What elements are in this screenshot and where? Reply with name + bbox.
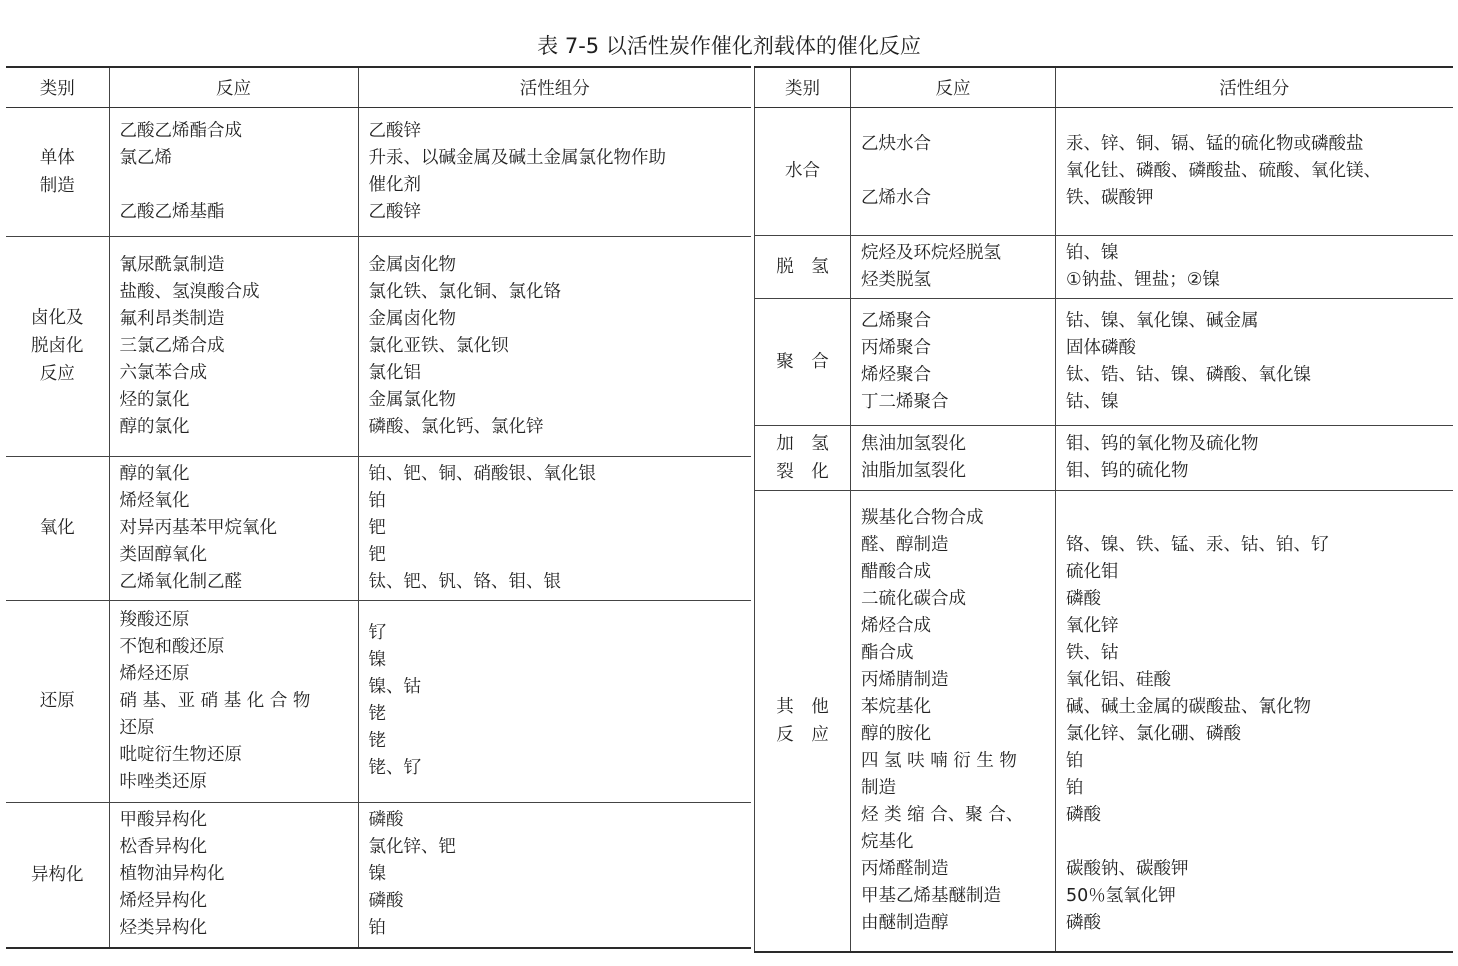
component-cell [1056,298,1453,425]
component-line: 乙酸锌 [368,120,421,141]
reaction-line: 油脂加氢裂化 [861,460,966,481]
category-cell [6,600,109,802]
table-row [755,425,1453,490]
table-row [6,236,751,456]
component-line: 升汞、以碱金属及碱土金属氯化物作助 [368,147,666,168]
component-line: 磷酸 [1066,588,1101,609]
category-cell [755,425,851,490]
component-line: 钛、钯、钒、铬、钼、银 [368,571,561,592]
component-line: 碱、碱土金属的碳酸盐、氰化物 [1066,696,1311,717]
table-area [6,66,1452,946]
table-title: 表 7-5 以活性炭作催化剂载体的催化反应 [537,34,921,58]
component-line: 氯化铝 [368,362,421,383]
reaction-line: 乙酸乙烯酯合成 [119,120,242,141]
reaction-line: 咔唑类还原 [119,771,207,792]
reaction-line: 丁二烯聚合 [861,391,949,412]
reaction-line: 甲基乙烯基醚制造 [861,885,1001,906]
category-line: 异构化 [31,864,84,885]
component-line: 铁、钴 [1066,642,1119,663]
reaction-line: 盐酸、氢溴酸合成 [119,281,260,302]
table-row [755,107,1453,235]
component-cell [358,107,751,236]
category-line: 其 他 [776,696,829,717]
component-line: 铁、碳酸钾 [1066,187,1154,208]
reaction-line: 烃 类 缩 合、聚 合、 [861,804,1024,825]
component-cell [358,802,751,948]
component-line: 镍、钴 [368,677,421,697]
reaction-line: 六氯苯合成 [119,362,207,383]
header-component: 活性组分 [358,67,751,107]
category-cell [6,456,109,600]
reaction-line: 乙烯聚合 [861,310,931,331]
component-line: 碳酸钠、碳酸钾 [1066,858,1189,879]
component-line: 硫化钼 [1066,561,1119,582]
component-cell [1056,235,1453,298]
reaction-line: 吡啶衍生物还原 [119,744,242,765]
component-line: 钴、镍 [1066,391,1119,412]
category-cell [755,298,851,425]
reaction-line: 松香异构化 [119,837,207,858]
component-line: 钛、锆、钴、镍、磷酸、氧化镍 [1066,364,1311,385]
component-line: 钼、钨的氧化物及硫化物 [1066,433,1259,454]
category-line: 氧化 [39,518,75,538]
reaction-line: 硝 基、亚 硝 基 化 合 物 [119,690,311,711]
category-line: 卤化及 [31,308,84,328]
reaction-line: 烯烃氧化 [119,490,190,511]
category-cell [755,107,851,235]
right-table [754,66,1453,953]
component-line: 铑、钌 [368,758,421,778]
component-line: 50％氢氧化钾 [1066,885,1176,906]
component-line: 氧化锌 [1066,615,1119,636]
reaction-line: 三氯乙烯合成 [119,335,225,356]
header-component: 活性组分 [1056,67,1453,107]
reaction-cell [109,802,358,948]
component-cell [358,600,751,802]
component-line: 钴、镍、氧化镍、碱金属 [1066,310,1259,331]
reaction-line: 乙烯水合 [861,187,931,208]
component-cell [1056,425,1453,490]
reaction-cell [109,456,358,600]
category-cell [6,802,109,948]
table-row [755,490,1453,952]
reaction-line: 乙烯氧化制乙醛 [119,571,242,592]
category-line: 脱卤化 [31,336,84,356]
category-cell [6,107,109,236]
reaction-line: 氯乙烯 [119,147,172,168]
reaction-line: 氰尿酰氯制造 [119,254,225,275]
reaction-line: 烯烃聚合 [861,364,931,385]
category-cell [6,236,109,456]
component-line: 金属氯化物 [368,389,456,410]
component-cell [358,456,751,600]
reaction-line: 植物油异构化 [119,864,225,885]
reaction-line: 丙烯聚合 [861,337,931,358]
reaction-line: 烯烃合成 [861,615,931,636]
reaction-cell [851,235,1056,298]
reaction-line: 甲酸异构化 [119,810,207,831]
category-line: 单体 [39,147,75,168]
reaction-line: 乙炔水合 [861,133,931,154]
component-line: 铂、镍 [1066,242,1119,263]
reaction-line: 醇的氯化 [119,416,190,437]
category-line: 脱 氢 [776,256,829,277]
component-line: 乙酸锌 [368,201,421,222]
component-line: 镍 [368,650,386,670]
category-cell [755,490,851,952]
reaction-line: 醛、醇制造 [861,534,949,555]
reaction-line: 烃的氯化 [119,389,190,410]
left-table [6,66,751,949]
table-row [755,235,1453,298]
reaction-cell [109,236,358,456]
header-reaction: 反应 [109,67,358,107]
reaction-line: 醋酸合成 [861,561,931,582]
component-line: 铂 [368,490,386,511]
header-reaction: 反应 [851,67,1056,107]
component-line: 镍 [368,864,386,885]
component-line: 铬、镍、铁、锰、汞、钴、铂、钌 [1066,534,1329,555]
reaction-line: 焦油加氢裂化 [861,433,966,454]
header-category: 类别 [6,67,109,107]
component-cell [1056,107,1453,235]
component-line: 钯 [368,517,386,538]
left-table-body [6,107,751,948]
component-line [1066,829,1443,856]
component-line: 铂、钯、铜、硝酸银、氧化银 [368,463,596,484]
component-line: 磷酸 [368,891,404,912]
reaction-cell [851,298,1056,425]
header-row [6,67,751,107]
category-line: 水合 [785,161,820,181]
component-line: 氯化锌、钯 [368,837,456,858]
component-line: 金属卤化物 [368,308,456,329]
table-row [6,107,751,236]
reaction-line: 酯合成 [861,642,914,663]
reaction-line [120,172,348,199]
reaction-line [861,158,1045,185]
component-line: 钌 [368,623,386,643]
component-line: 氯化铁、氯化铜、氯化铬 [368,281,561,302]
reaction-line: 还原 [119,717,155,738]
category-line: 还原 [39,691,75,711]
reaction-cell [109,600,358,802]
component-line: 氯化亚铁、氯化钡 [368,335,509,356]
component-cell [358,236,751,456]
reaction-line: 烃类异构化 [119,918,207,939]
component-line: 铂 [1066,777,1084,798]
reaction-line: 醇的胺化 [861,723,931,744]
component-line: 磷酸 [368,810,404,831]
component-line: 铂 [1066,750,1084,771]
reaction-cell [851,490,1056,952]
reaction-line: 丙烯醛制造 [861,858,949,879]
component-line: ①钠盐、锂盐；②镍 [1066,269,1220,290]
reaction-line: 羧酸还原 [119,609,190,630]
component-line: 催化剂 [368,174,421,195]
component-line [1066,505,1443,532]
reaction-line: 烃类脱氢 [861,269,931,290]
header-category: 类别 [755,67,851,107]
reaction-line: 由醚制造醇 [861,912,949,933]
reaction-line: 不饱和酸还原 [119,636,225,657]
reaction-line: 烯烃还原 [119,663,190,684]
component-line: 固体磷酸 [1066,337,1136,358]
category-line: 加 氢 [776,433,829,454]
reaction-line: 苯烷基化 [861,696,931,717]
component-line: 钯 [368,544,386,565]
reaction-cell [851,107,1056,235]
component-line: 铑 [368,704,386,724]
reaction-line: 类固醇氧化 [119,544,207,565]
reaction-line: 丙烯腈制造 [861,669,949,690]
component-line: 磷酸 [1066,804,1101,825]
component-line: 铂 [368,918,386,939]
reaction-line: 制造 [861,777,896,798]
reaction-line: 烷烃及环烷烃脱氢 [861,242,1001,263]
category-line: 聚 合 [776,351,829,372]
header-row [755,67,1453,107]
reaction-line: 四 氢 呋 喃 衍 生 物 [861,750,1017,771]
component-line: 铑 [368,731,386,751]
component-line: 氧化钍、磷酸、磷酸盐、硫酸、氧化镁、 [1066,160,1381,181]
reaction-line: 羰基化合物合成 [861,507,984,528]
reaction-line: 烷基化 [861,831,914,852]
component-line: 磷酸、氯化钙、氯化锌 [368,416,544,437]
reaction-cell [109,107,358,236]
table-row [6,600,751,802]
right-table-body [755,107,1453,952]
category-line: 制造 [39,175,75,196]
table-row [755,298,1453,425]
reaction-line: 烯烃异构化 [119,891,207,912]
category-line: 反应 [39,364,75,384]
component-line: 汞、锌、铜、镉、锰的硫化物或磷酸盐 [1066,133,1364,154]
reaction-cell [851,425,1056,490]
category-line: 裂 化 [776,461,829,482]
component-line: 磷酸 [1066,912,1101,933]
reaction-line: 乙酸乙烯基酯 [119,201,225,222]
component-line: 钼、钨的硫化物 [1066,460,1189,481]
component-cell [1056,490,1453,952]
category-cell [755,235,851,298]
component-line: 金属卤化物 [368,254,456,275]
component-line: 氯化锌、氯化硼、磷酸 [1066,723,1241,744]
reaction-line: 对异丙基苯甲烷氧化 [119,517,277,538]
category-line: 反 应 [776,724,829,745]
component-line: 氧化铝、硅酸 [1066,669,1171,690]
reaction-line: 醇的氧化 [119,463,190,484]
reaction-line: 氟利昂类制造 [119,308,225,329]
table-row [6,802,751,948]
table-row [6,456,751,600]
reaction-line: 二硫化碳合成 [861,588,966,609]
